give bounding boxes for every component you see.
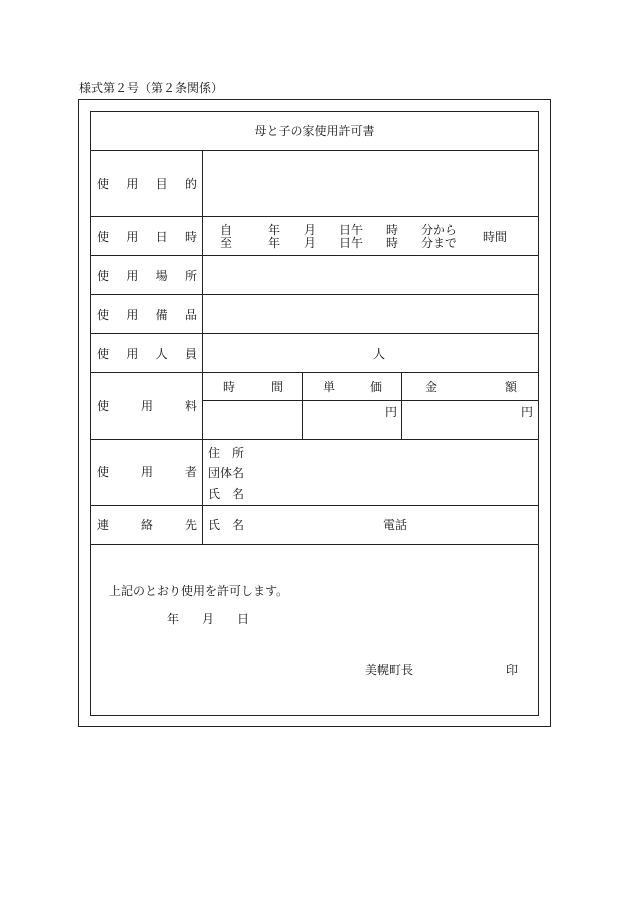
contact-phone-label: 電話 [383, 518, 408, 532]
date-day: 日 [237, 612, 250, 626]
datetime-from: 自 [220, 223, 233, 237]
fee-column-divider [302, 372, 303, 439]
datetime-to-month: 月 [304, 236, 317, 250]
row-divider [90, 372, 539, 373]
seal-mark: 印 [506, 663, 519, 677]
datetime-to-year: 年 [268, 236, 281, 250]
row-divider [90, 505, 539, 506]
date-month: 月 [202, 612, 215, 626]
fee-header-time: 時 間 [223, 380, 283, 394]
row-divider [90, 439, 539, 440]
form-title: 母と子の家使用許可書 [254, 124, 375, 138]
row-divider [90, 150, 539, 151]
label-equipment: 使 用 備 品 [97, 308, 197, 322]
mayor-title: 美幌町長 [365, 663, 414, 677]
people-unit: 人 [373, 347, 386, 361]
label-purpose: 使 用 目 的 [97, 177, 197, 191]
datetime-to-day: 日午 [339, 236, 364, 250]
fee-column-divider [401, 372, 402, 439]
datetime-from-day: 日午 [339, 223, 364, 237]
datetime-from-hour: 時 [386, 223, 399, 237]
form-label: 様式第２号（第２条関係） [79, 81, 224, 95]
inner-frame [90, 111, 539, 716]
datetime-from-month: 月 [304, 223, 317, 237]
row-divider [90, 333, 539, 334]
label-user: 使 用 者 [97, 465, 197, 479]
fee-header-unit-price: 単 価 [323, 380, 382, 394]
user-name-label: 氏 名 [208, 487, 245, 501]
fee-amount-yen: 円 [521, 405, 534, 419]
datetime-from-minute: 分から [421, 223, 458, 237]
label-fee: 使 用 料 [97, 399, 197, 413]
fee-header-divider [202, 400, 539, 401]
label-people: 使 用 人 員 [97, 347, 197, 361]
row-divider [90, 216, 539, 217]
datetime-to: 至 [220, 236, 233, 250]
datetime-to-minute: 分まで [421, 236, 458, 250]
datetime-hours: 時間 [483, 230, 508, 244]
label-datetime: 使 用 日 時 [97, 230, 197, 244]
fee-unit-price-yen: 円 [385, 405, 398, 419]
permission-statement: 上記のとおり使用を許可します。 [109, 584, 289, 598]
row-divider [90, 255, 539, 256]
label-place: 使 用 場 所 [97, 269, 197, 283]
row-divider [90, 544, 539, 545]
datetime-to-hour: 時 [386, 236, 399, 250]
datetime-from-year: 年 [268, 223, 281, 237]
user-address-label: 住 所 [208, 446, 245, 460]
contact-name-label: 氏 名 [208, 518, 245, 532]
date-year: 年 [167, 612, 180, 626]
label-column-divider [202, 150, 203, 544]
label-contact: 連 絡 先 [97, 518, 197, 532]
row-divider [90, 294, 539, 295]
fee-header-amount: 金 額 [425, 380, 517, 394]
user-organization-label: 団体名 [208, 466, 245, 480]
